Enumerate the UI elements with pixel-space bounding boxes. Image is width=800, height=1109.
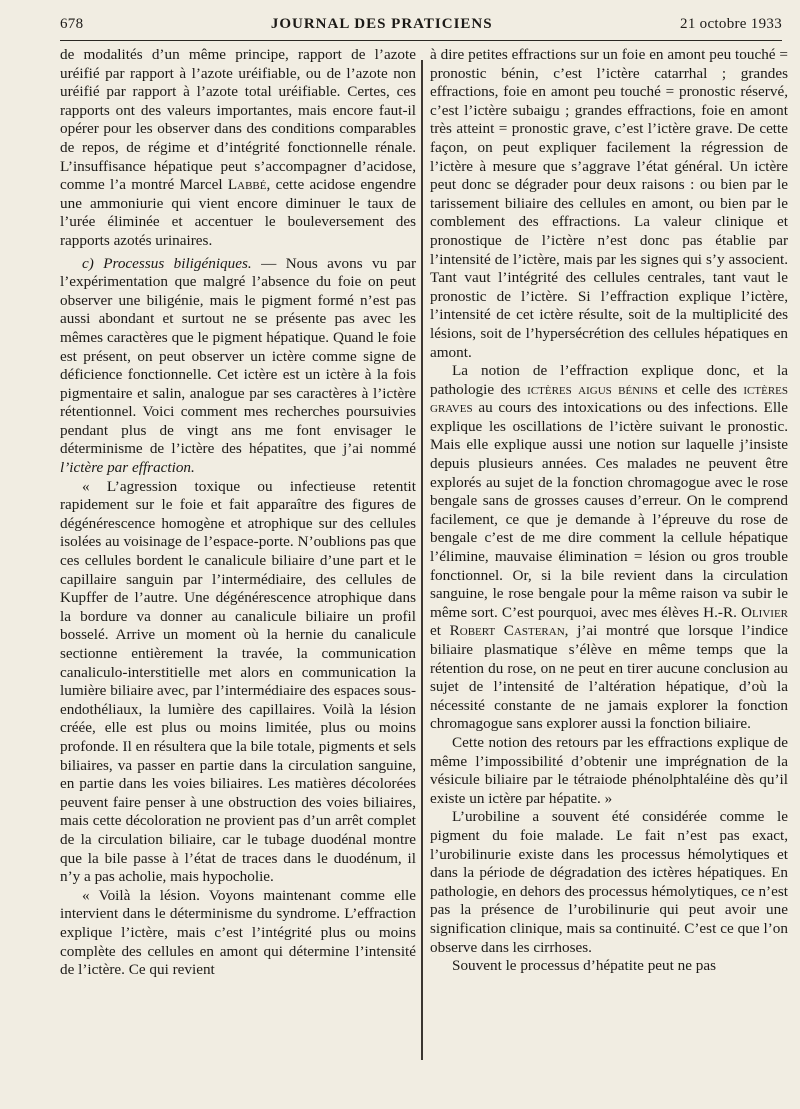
page-number: 678 [60,16,84,32]
column-divider [421,60,423,1060]
issue-date: 21 octobre 1933 [680,16,782,32]
paragraph: c) Processus biligéniques. — Nous avons vu par l’expérimentation que malgré l’absence du foie on peut observer une biligénie, mais le pigment formé n’est pas aussi abondant et surtout ne se présente pas avec les mêmes caractères que le pigment hépatique. Quand le foie est présent, on peut observer un ictère comme signe de déficience fonctionnelle. Cet ictère est un ictère à la fois pigmentaire et salin, analogue par ses caractères à l’ictère rétentionnel. Voici comment mes recherches poursuivies pendant plus de vingt ans me font envisager le déterminisme de l’ictère des hépatites, que j’ai nommé l’ictère par effraction. [60,254,417,477]
paragraph: Cette notion des retours par les effractions explique de même l’impossibilité d’obtenir une imprégnation de la vésicule biliaire par le tétraiode phénolphtaléine dès qu’il existe un ictère par hépatite. » [430,733,788,807]
left-column [60,46,416,980]
paragraph: « L’agression toxique ou infectieuse retentit rapidement sur le foie et fait apparaître des figures de dégénérescence homogène et atrophique sur des cellules isolées au voisinage de l’espace-porte. N’oublions pas que ces cellules bordent le canalicule biliaire d’une part et le capillaire sanguin par l’intermédiaire, des cellules de Kupffer de l’autre. Une dégénérescence atrophique dans la bordure va donner au canalicule biliaire un profil bosselé. Arrive un moment où la hernie du canalicule sectionne entièrement la travée, la communication canaliculo-interstitielle met alors en communication la lumière biliaire avec, par l’intermédiaire des espaces sous-endothéliaux, la lumière des capillaires. Voilà la lésion créée, elle est plus ou moins limitée, plus ou moins profonde. Il en résultera que la bile totale, pigments et sels biliaires, va passer en partie dans la circulation sanguine, en partie dans les voies biliaires. Les matières décolorées peuvent faire penser à une obstruction des voies biliaires, mais cette décoloration ne provient pas d’un arrêt complet de la circulation biliaire, car le tubage duodénal montre que la bile passe à l’état de traces dans le duodénum, il n’y a pas acholie, mais hypocholie. [60,477,416,886]
term: ictères aigus bénins [527,380,658,398]
author-name: Labbé [227,176,267,194]
journal-title: JOURNAL DES PRATICIENS [270,16,493,32]
paragraph: La notion de l’effraction explique donc, et la pathologie des ictères aigus bénins et celle des ictères graves au cours des intoxications ou des infections. Elle explique les oscillations de l’ictère suivant le pronostic. Mais elle explique aussi une notion sur laquelle j’insiste depuis plusieurs années. Ces malades ne peuvent être explorés au sujet de la fonction chromagogue avec le rose bengale sans de grosses causes d’erreur. On le comprend facilement, ce que je demande à l’épreuve du rose de bengale c’est de me dire comment la cellule hépatique l’élimine, mauvaise élimination = lésion ou gros trouble fonctionnel. Or, si la bile revient dans la circulation sanguine, le rose bengale pour la même raison va subir le même sort. C’est pourquoi, avec mes élèves H.-R. Olivier et Robert Casteran, j’ai montré que lorsque l’indice biliaire plasmatique s’élève en même temps que la rétention du rose, on ne peut en tirer aucune conclusion au sujet de l’intensité de l’altération hépatique, d’où la nécessité constante de ne jamais explorer la fonction chromagogue sans explorer aussi la fonction biliaire. [430,362,789,733]
paragraph: à dire petites effractions sur un foie en amont peu touché = pronostic bénin, c’est l’ictère catarrhal ; grandes effractions, foie en amont peu touché = pronostic réservé, c’est l’ictère subaigu ; grandes effractions, foie en amont très atteint = pronostic grave, c’est l’ictère grave. De cette façon, on peut expliquer facilement la régression de l’ictère à mesure que s’aggrave l’état général. Un ictère peut donc se dégrader pour deux raisons : ou bien par le tarissement biliaire des cellules en amont, ou bien par le comblement des effractions. La valeur clinique et pronostique de l’ictère n’est donc pas établie par l’intensité de l’ictère, mais par les signes qui s’y associent. Tant vaut l’intégrité des cellules centrales, tant vaut le pronostic de l’ictère. Si l’effraction explique l’ictère, l’intensité de cet ictère résulte, soit de la multiplicité des lésions, soit de l’hypersécrétion des cellules hépatiques en amont. [430,46,788,361]
paragraph: Souvent le processus d’hépatite peut ne pas [452,957,717,975]
author-name: Robert Casteran [449,622,565,640]
right-column [430,46,788,976]
paragraph: « Voilà la lésion. Voyons maintenant comme elle intervient dans le déterminisme du syndrome. L’effraction explique l’ictère, mais c’est l’intégrité plus ou moins complète des cellules en amont qui détermine l’intensité de l’ictère. Ce qui revient [60,886,416,979]
paragraph: L’urobiline a souvent été considérée comme le pigment du foie malade. Le fait n’est pas exact, l’urobilinurie existe dans les processus hémolytiques et dans la période de dégradation des ictères hépatiques. En pathologie, en dehors des processus hémolytiques, ce n’est pas la présence de l’urobilinurie qui peut avoir une signification clinique, mais sa continuité. C’est ce que l’on observe dans les cirrhoses. [430,808,788,956]
section-heading: c) Processus biligéniques. [82,254,252,272]
term: ictères graves [430,380,788,417]
author-name: H.-R. Olivier [703,603,788,621]
term: l’ictère par effraction. [60,459,195,477]
paragraph: de modalités d’un même principe, rapport de l’azote uréifié par rapport à l’azote uréifiable, ou de l’azote non uréifié par rapport à l’azote total uréifiable. Certes, ces rapports ont des valeurs importantes, mais encore faut-il opérer pour les observer dans des conditions comparables de repos, de régime et d’intégrité fonctionnelle rénale. L’insuffisance hépatique peut s’accompagner d’acidose, comme l’a montré Marcel Labbé, cette acidose engendre une ammoniurie qui vient encore diminuer le taux de l’urée éliminée et accentuer le bouleversement des rapports azotés urinaires. [60,46,416,249]
running-header [60,16,782,38]
header-rule [60,40,782,41]
